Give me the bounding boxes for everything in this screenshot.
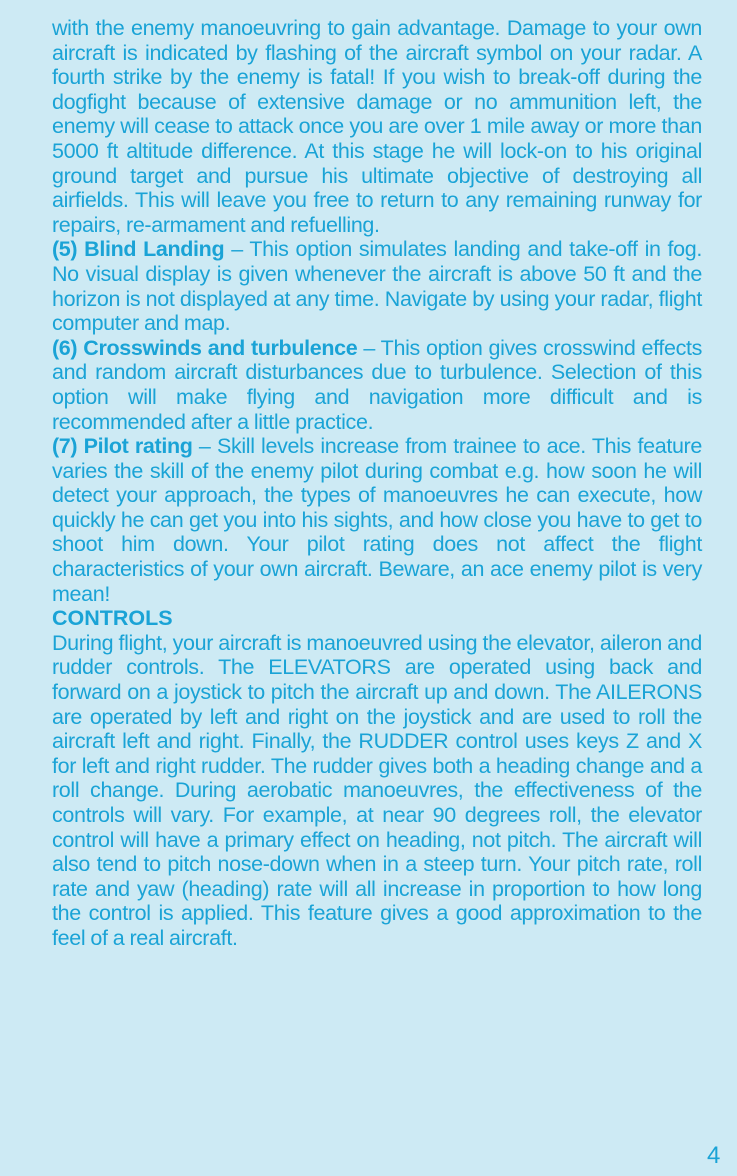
crosswinds-text: – This option gives crosswind effects and random aircraft disturbances due to turbulence. Selection of this option will make flying and navigation more difficult and is recommended after a little practice. [52, 335, 702, 434]
page-number: 4 [707, 1142, 721, 1169]
crosswinds-title: (6) Crosswinds and turbulence [52, 335, 358, 360]
controls-paragraph: During flight, your aircraft is manoeuvred using the elevator, aileron and rudder controls. The ELEVATORS are operated using back and forward on a joystick to pitch the aircraft up and down. The AILERONS are operated by left and right on the joystick and are used to roll the aircraft left and right. Finally, the RUDDER control uses keys Z and X for left and right rudder. The rudder gives both a heading change and a roll change. During aerobatic manoeuvres, the effectiveness of the controls will vary. For example, at near 90 degrees roll, the elevator control will have a primary effect on heading, not pitch. The aircraft will also tend to pitch nose-down when in a steep turn. Your pitch rate, roll rate and yaw (heading) rate will all increase in proportion to how long the control is applied. This feature gives a good approximation to the feel of a real aircraft. [52, 630, 702, 950]
pilot-rating-paragraph [52, 434, 702, 606]
pilot-rating-text: – Skill levels increase from trainee to ace. This feature varies the skill of the enemy pilot during combat e.g. how soon he will detect your approach, the types of manoeuvres he can execute, how quickly he can get you into his sights, and how close you have to get to shoot him down. Your pilot rating does not affect the flight characteristics of your own aircraft. Beware, an ace enemy pilot is very mean! [52, 434, 702, 606]
blind-landing-text: – This option simulates landing and take-off in fog. No visual display is given whenever the aircraft is above 50 ft and the horizon is not displayed at any time. Navigate by using your radar, flight computer and map. [52, 237, 703, 336]
manual-page-body [52, 16, 702, 951]
blind-landing-paragraph [52, 237, 702, 335]
crosswinds-paragraph [52, 336, 702, 434]
dogfight-paragraph: with the enemy manoeuvring to gain advantage. Damage to your own aircraft is indicated by flashing of the aircraft symbol on your radar. A fourth strike by the enemy is fatal! If you wish to break-off during the dogfight because of extensive damage or no ammunition left, the enemy will cease to attack once you are over 1 mile away or more than 5000 ft altitude difference. At this stage he will lock-on to his original ground target and pursue his ultimate objective of destroying all airfields. This will leave you free to return to any remaining runway for repairs, re-armament and refuelling. [52, 16, 702, 237]
controls-heading: CONTROLS [52, 606, 173, 631]
blind-landing-title: (5) Blind Landing [52, 237, 225, 262]
pilot-rating-title: (7) Pilot rating [52, 434, 193, 459]
